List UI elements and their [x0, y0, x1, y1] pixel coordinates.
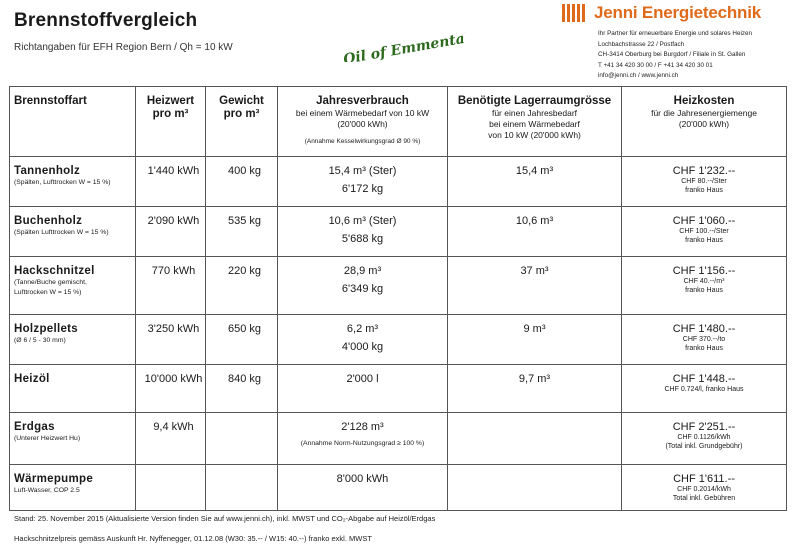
fuel-name: Wärmepumpe — [14, 473, 94, 485]
weight-value: 650 kg — [227, 323, 262, 335]
price-note: (Total inkl. Grundgebühr) — [665, 443, 743, 450]
company-web: info@jenni.ch / www.jenni.ch — [598, 71, 679, 79]
price-value: CHF 2'251.-- — [672, 421, 736, 433]
company-tagline: Ihr Partner für erneuerbare Energie und solares Heizen — [598, 30, 753, 37]
weight-value: 840 kg — [227, 373, 262, 385]
svg-text:Oil of Emmental: Oil of Emmental — [342, 29, 465, 62]
weight-cell — [206, 157, 278, 207]
table-row — [10, 315, 787, 365]
fuel-name: Buchenholz — [14, 215, 83, 227]
price-note: CHF 80.--/Ster — [681, 178, 727, 185]
annual-mass: 6'349 kg — [341, 283, 384, 295]
price-note: CHF 0.2014/kWh — [677, 486, 731, 493]
fuel-description: Luft-Wasser, COP 2.5 — [14, 487, 80, 494]
company-street: Lochbachstrasse 22 / Postfach — [598, 41, 685, 49]
annual-volume: 10,6 m³ (Ster) — [328, 215, 397, 227]
fuel-cell — [10, 413, 136, 465]
cost-cell — [622, 315, 787, 365]
table-row — [10, 465, 787, 511]
annual-cell — [278, 413, 448, 465]
heating-value-cell — [136, 365, 206, 413]
storage-cell — [448, 207, 622, 257]
annual-cell — [278, 157, 448, 207]
table-header-row — [10, 87, 787, 157]
price-note: CHF 100.--/Ster — [679, 228, 729, 235]
company-address — [598, 29, 798, 80]
annual-volume: 6,2 m³ — [346, 323, 379, 335]
annual-note: (Annahme Norm-Nutzungsgrad ≥ 100 %) — [300, 440, 425, 447]
fuel-cell — [10, 157, 136, 207]
weight-value: 400 kg — [227, 165, 262, 177]
fuel-description: (Spälten Lufttrocken W = 15 %) — [14, 229, 109, 236]
fuel-description: (Tanne/Buche gemischt, — [14, 279, 87, 286]
header-cost: Heizkosten für die Jahresenergiemenge (20'000 kWh) — [622, 87, 787, 157]
price-note: franko Haus — [685, 287, 723, 294]
annual-volume: 15,4 m³ (Ster) — [328, 165, 397, 177]
heating-value: 770 kWh — [151, 265, 196, 277]
fuel-description: (Spälten, Lufttrocken W = 15 %) — [14, 179, 111, 186]
heating-value-cell — [136, 413, 206, 465]
weight-cell — [206, 207, 278, 257]
weight-cell — [206, 413, 278, 465]
company-block — [562, 2, 798, 80]
table-row — [10, 207, 787, 257]
storage-value: 9 m³ — [523, 323, 546, 335]
page-subtitle: Richtangaben für EFH Region Bern / Qh = 10 kW — [14, 42, 233, 53]
fuel-name: Tannenholz — [14, 165, 81, 177]
table-row — [10, 365, 787, 413]
footer-note: Stand: 25. November 2015 (Aktualisierte Version finden Sie auf www.jenni.ch), inkl. MWST und CO₂-Abgabe auf Heizöl/Erdgas — [14, 514, 436, 523]
price-value: CHF 1'156.-- — [672, 265, 736, 277]
storage-cell — [448, 315, 622, 365]
annual-cell — [278, 257, 448, 315]
storage-cell — [448, 157, 622, 207]
fuel-comparison-table — [9, 86, 787, 511]
fuel-cell — [10, 257, 136, 315]
weight-cell — [206, 365, 278, 413]
table-row — [10, 157, 787, 207]
oil-of-emmental-logo — [340, 28, 465, 62]
annual-cell — [278, 465, 448, 511]
heating-value-cell — [136, 157, 206, 207]
page-title: Brennstoffvergleich — [14, 10, 198, 31]
price-value: CHF 1'611.-- — [673, 473, 735, 485]
storage-cell — [448, 465, 622, 511]
fuel-description: (Ø 6 / 5 - 30 mm) — [14, 337, 66, 344]
price-note: franko Haus — [685, 187, 723, 194]
fuel-cell — [10, 365, 136, 413]
fuel-cell — [10, 465, 136, 511]
heating-value: 2'090 kWh — [147, 215, 200, 227]
fuel-name: Erdgas — [14, 421, 55, 433]
cost-cell — [622, 465, 787, 511]
storage-value: 10,6 m³ — [515, 215, 554, 227]
table-row — [10, 413, 787, 465]
weight-value: 220 kg — [227, 265, 262, 277]
price-note: franko Haus — [685, 237, 723, 244]
annual-cell — [278, 315, 448, 365]
annual-mass: 5'688 kg — [341, 233, 384, 245]
annual-volume: 2'128 m³ — [341, 421, 384, 433]
jenni-logo-icon — [562, 2, 588, 24]
price-note: CHF 0.724/l, franko Haus — [664, 386, 744, 393]
storage-cell — [448, 413, 622, 465]
annual-volume: 2'000 l — [346, 373, 379, 385]
heating-value: 9,4 kWh — [153, 421, 194, 433]
price-note: CHF 370.--/to — [682, 336, 726, 343]
fuel-description: Lufttrocken W = 15 %) — [14, 289, 82, 296]
price-note: CHF 40.--/m³ — [683, 278, 725, 285]
price-value: CHF 1'232.-- — [672, 165, 736, 177]
fuel-name: Hackschnitzel — [14, 265, 95, 277]
heating-value: 3'250 kWh — [147, 323, 200, 335]
storage-value: 9,7 m³ — [518, 373, 551, 385]
footer-note-2: Hackschnitzelpreis gemäss Auskunft Hr. Nyffenegger, 01.12.08 (W30: 35.-- / W15: 40.--) franko exkl. MWST — [14, 534, 372, 543]
heating-value: 1'440 kWh — [147, 165, 200, 177]
price-value: CHF 1'060.-- — [672, 215, 736, 227]
heating-value: 10'000 kWh — [144, 373, 203, 385]
storage-value: 15,4 m³ — [515, 165, 554, 177]
header-storage: Benötigte Lagerraumgrösse für einen Jahresbedarf bei einem Wärmebedarf von 10 kW (20'000 kWh) — [448, 87, 622, 157]
header-annual: Jahresverbrauch bei einem Wärmebedarf von 10 kW (20'000 kWh) (Annahme Kesselwirkungsgrad Ø 90 %) — [278, 87, 448, 157]
annual-volume: 8'000 kWh — [336, 473, 389, 485]
header-weight: Gewicht pro m³ — [206, 87, 278, 157]
price-value: CHF 1'480.-- — [672, 323, 736, 335]
table-row — [10, 257, 787, 315]
cost-cell — [622, 257, 787, 315]
fuel-cell — [10, 315, 136, 365]
cost-cell — [622, 413, 787, 465]
cost-cell — [622, 157, 787, 207]
storage-value: 37 m³ — [520, 265, 549, 277]
storage-cell — [448, 257, 622, 315]
price-note: Total inkl. Gebühren — [672, 495, 736, 502]
annual-mass: 6'172 kg — [341, 183, 384, 195]
company-name: Jenni Energietechnik — [594, 3, 761, 22]
price-note: franko Haus — [685, 345, 723, 352]
fuel-cell — [10, 207, 136, 257]
cost-cell — [622, 207, 787, 257]
header-heating-value: Heizwert pro m³ — [136, 87, 206, 157]
cost-cell — [622, 365, 787, 413]
company-phone: T +41 34 420 30 00 / F +41 34 420 30 01 — [598, 62, 713, 70]
weight-cell — [206, 465, 278, 511]
weight-value: 535 kg — [227, 215, 262, 227]
annual-mass: 4'000 kg — [341, 341, 384, 353]
company-city: CH-3414 Oberburg bei Burgdorf / Filiale in St. Gallen — [598, 50, 746, 58]
fuel-name: Holzpellets — [14, 323, 79, 335]
price-value: CHF 1'448.-- — [672, 373, 736, 385]
fuel-name: Heizöl — [14, 373, 50, 385]
heating-value-cell — [136, 315, 206, 365]
weight-cell — [206, 315, 278, 365]
header-fuel: Brennstoffart — [10, 87, 136, 157]
price-note: CHF 0.1126/kWh — [677, 434, 731, 441]
annual-cell — [278, 207, 448, 257]
heating-value-cell — [136, 465, 206, 511]
weight-cell — [206, 257, 278, 315]
heating-value-cell — [136, 207, 206, 257]
heating-value-cell — [136, 257, 206, 315]
storage-cell — [448, 365, 622, 413]
annual-volume: 28,9 m³ — [343, 265, 382, 277]
annual-cell — [278, 365, 448, 413]
fuel-description: (Unterer Heizwert Hu) — [14, 435, 81, 442]
